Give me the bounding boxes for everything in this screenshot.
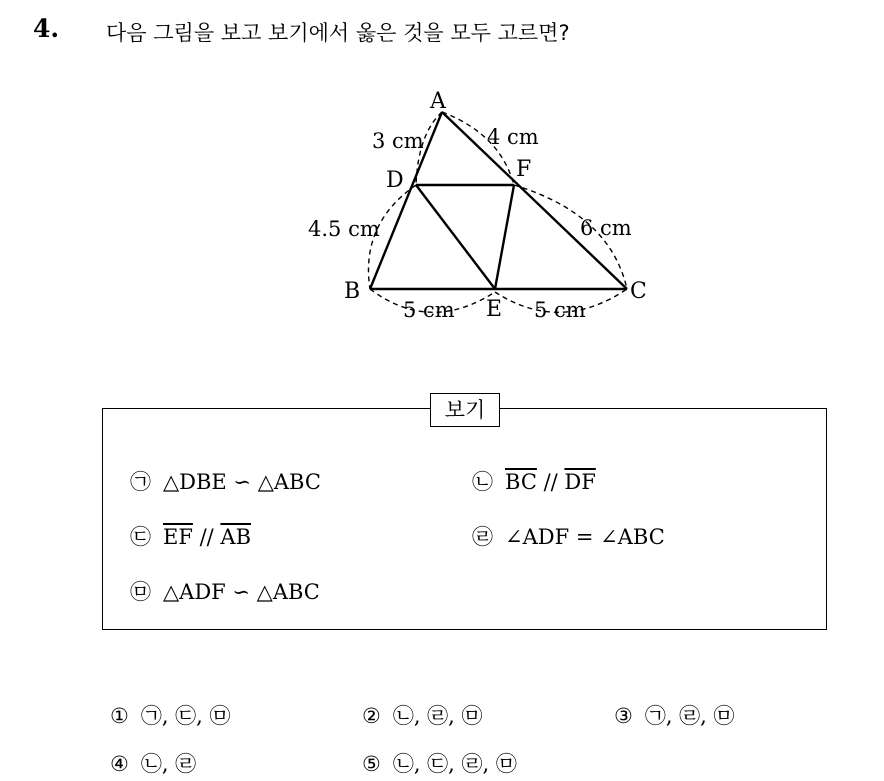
choice-1-text: ㉠, ㉢, ㉤ (140, 704, 231, 728)
length-FC: 6 cm (580, 216, 632, 240)
choice-3-number: ③ (614, 704, 633, 728)
statement-5-text: △ADF ∽ △ABC (163, 580, 320, 604)
label-C: C (630, 279, 647, 304)
label-B: B (344, 279, 361, 304)
length-EC: 5 cm (534, 298, 586, 322)
statement-3-marker: ㉢ (130, 525, 151, 549)
label-D: D (386, 168, 404, 193)
statement-3 (130, 521, 251, 551)
question-text: 다음 그림을 보고 보기에서 옳은 것을 모두 고르면? (106, 21, 570, 45)
length-AD: 3 cm (372, 129, 424, 153)
question-number: 4. (33, 14, 60, 43)
label-F: F (516, 157, 532, 182)
bogi-title: 보기 (430, 393, 500, 427)
statement-5-marker: ㉤ (130, 580, 151, 604)
choice-1[interactable] (110, 700, 231, 730)
statement-5 (130, 576, 320, 606)
statement-3-seg1: $\overline{EF}$ (163, 525, 193, 549)
choice-1-number: ① (110, 704, 129, 728)
choice-2[interactable] (362, 700, 483, 730)
statement-1-marker: ㉠ (130, 470, 151, 494)
statement-2-marker: ㉡ (472, 470, 493, 494)
statement-2-seg1: $\overline{BC}$ (505, 470, 537, 494)
statement-1 (130, 466, 321, 496)
statement-2-sep: // (536, 470, 565, 494)
statement-2 (472, 466, 596, 496)
statement-1-text: △DBE ∽ △ABC (163, 470, 321, 494)
choice-5-number: ⑤ (362, 752, 381, 776)
choice-3[interactable] (614, 700, 735, 730)
choice-4-number: ④ (110, 752, 129, 776)
choice-4-text: ㉡, ㉣ (140, 752, 197, 776)
choice-2-number: ② (362, 704, 381, 728)
statement-3-sep: // (192, 525, 221, 549)
choice-2-text: ㉡, ㉣, ㉤ (392, 704, 483, 728)
segment-FE (495, 185, 514, 289)
statement-3-seg2: $\overline{AB}$ (220, 525, 252, 549)
choice-4[interactable] (110, 748, 196, 778)
triangle-figure (290, 84, 670, 334)
segment-DE (416, 185, 495, 289)
label-A: A (430, 89, 446, 114)
choice-5[interactable] (362, 748, 517, 778)
label-E: E (486, 297, 503, 322)
length-BE: 5 cm (403, 298, 455, 322)
length-AF: 4 cm (487, 125, 539, 149)
length-DB: 4.5 cm (308, 217, 380, 241)
choice-3-text: ㉠, ㉣, ㉤ (644, 704, 735, 728)
statement-2-seg2: $\overline{DF}$ (564, 470, 596, 494)
statement-4 (472, 521, 665, 551)
statement-4-text: ∠ADF = ∠ABC (505, 525, 665, 549)
choice-5-text: ㉡, ㉢, ㉣, ㉤ (392, 752, 517, 776)
statement-4-marker: ㉣ (472, 525, 493, 549)
